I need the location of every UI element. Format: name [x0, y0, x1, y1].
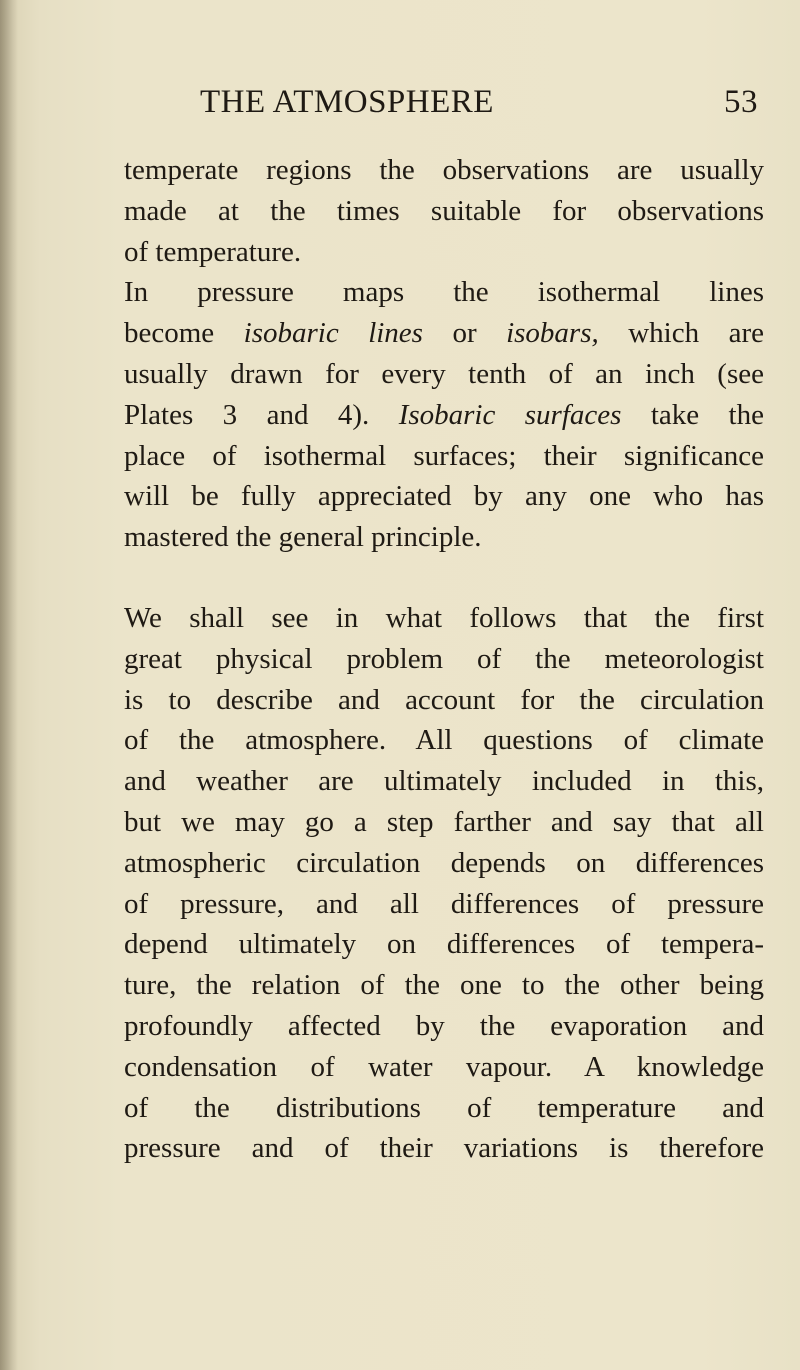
- italic-term: isobars,: [506, 317, 599, 350]
- text-line: will be fully appreciated by any one who has: [124, 480, 764, 513]
- paragraph-1: [124, 150, 764, 272]
- text-line: atmospheric circulation depends on differences: [124, 846, 764, 879]
- text-line: We shall see in what follows that the first: [124, 601, 764, 634]
- text-line: of pressure, and all differences of pressure: [124, 887, 764, 920]
- text-line: of temperature.: [124, 235, 302, 268]
- text-line: condensation of water vapour. A knowledge: [124, 1050, 764, 1083]
- text-line: profoundly affected by the evaporation and: [124, 1009, 764, 1042]
- body-text: [124, 150, 764, 1169]
- text-line: mastered the general principle.: [124, 521, 482, 554]
- text-line: place of isothermal surfaces; their significance: [124, 439, 764, 472]
- text-line: is to describe and account for the circulation: [124, 683, 764, 716]
- text-line: depend ultimately on differences of tempera-: [124, 928, 764, 961]
- text-line: but we may go a step farther and say that all: [124, 805, 764, 838]
- text-line: Plates 3 and 4). Isobaric surfaces take the: [124, 398, 764, 431]
- text-line: become isobaric lines or isobars, which are: [124, 317, 764, 350]
- running-head-title: THE ATMOSPHERE: [200, 84, 494, 120]
- text-line: In pressure maps the isothermal lines: [124, 276, 764, 309]
- text-line: pressure and of their variations is therefore: [124, 1132, 764, 1165]
- page-number: 53: [724, 84, 758, 120]
- text-line: great physical problem of the meteorologist: [124, 642, 764, 675]
- text-line: usually drawn for every tenth of an inch (see: [124, 357, 764, 390]
- paragraph-2: [124, 272, 764, 558]
- italic-term: isobaric lines: [243, 317, 423, 350]
- text-line: and weather are ultimately included in this,: [124, 765, 764, 798]
- text-line: temperate regions the observations are usually: [124, 154, 764, 186]
- italic-term: Isobaric surfaces: [398, 398, 622, 431]
- paragraph-3: [124, 598, 764, 1169]
- text-line: of the distributions of temperature and: [124, 1091, 764, 1124]
- text-line: ture, the relation of the one to the other being: [124, 969, 764, 1002]
- paragraph-gap: [124, 558, 764, 598]
- text-line: of the atmosphere. All questions of climate: [124, 724, 764, 757]
- running-head: [200, 84, 758, 128]
- text-line: made at the times suitable for observations: [124, 194, 764, 227]
